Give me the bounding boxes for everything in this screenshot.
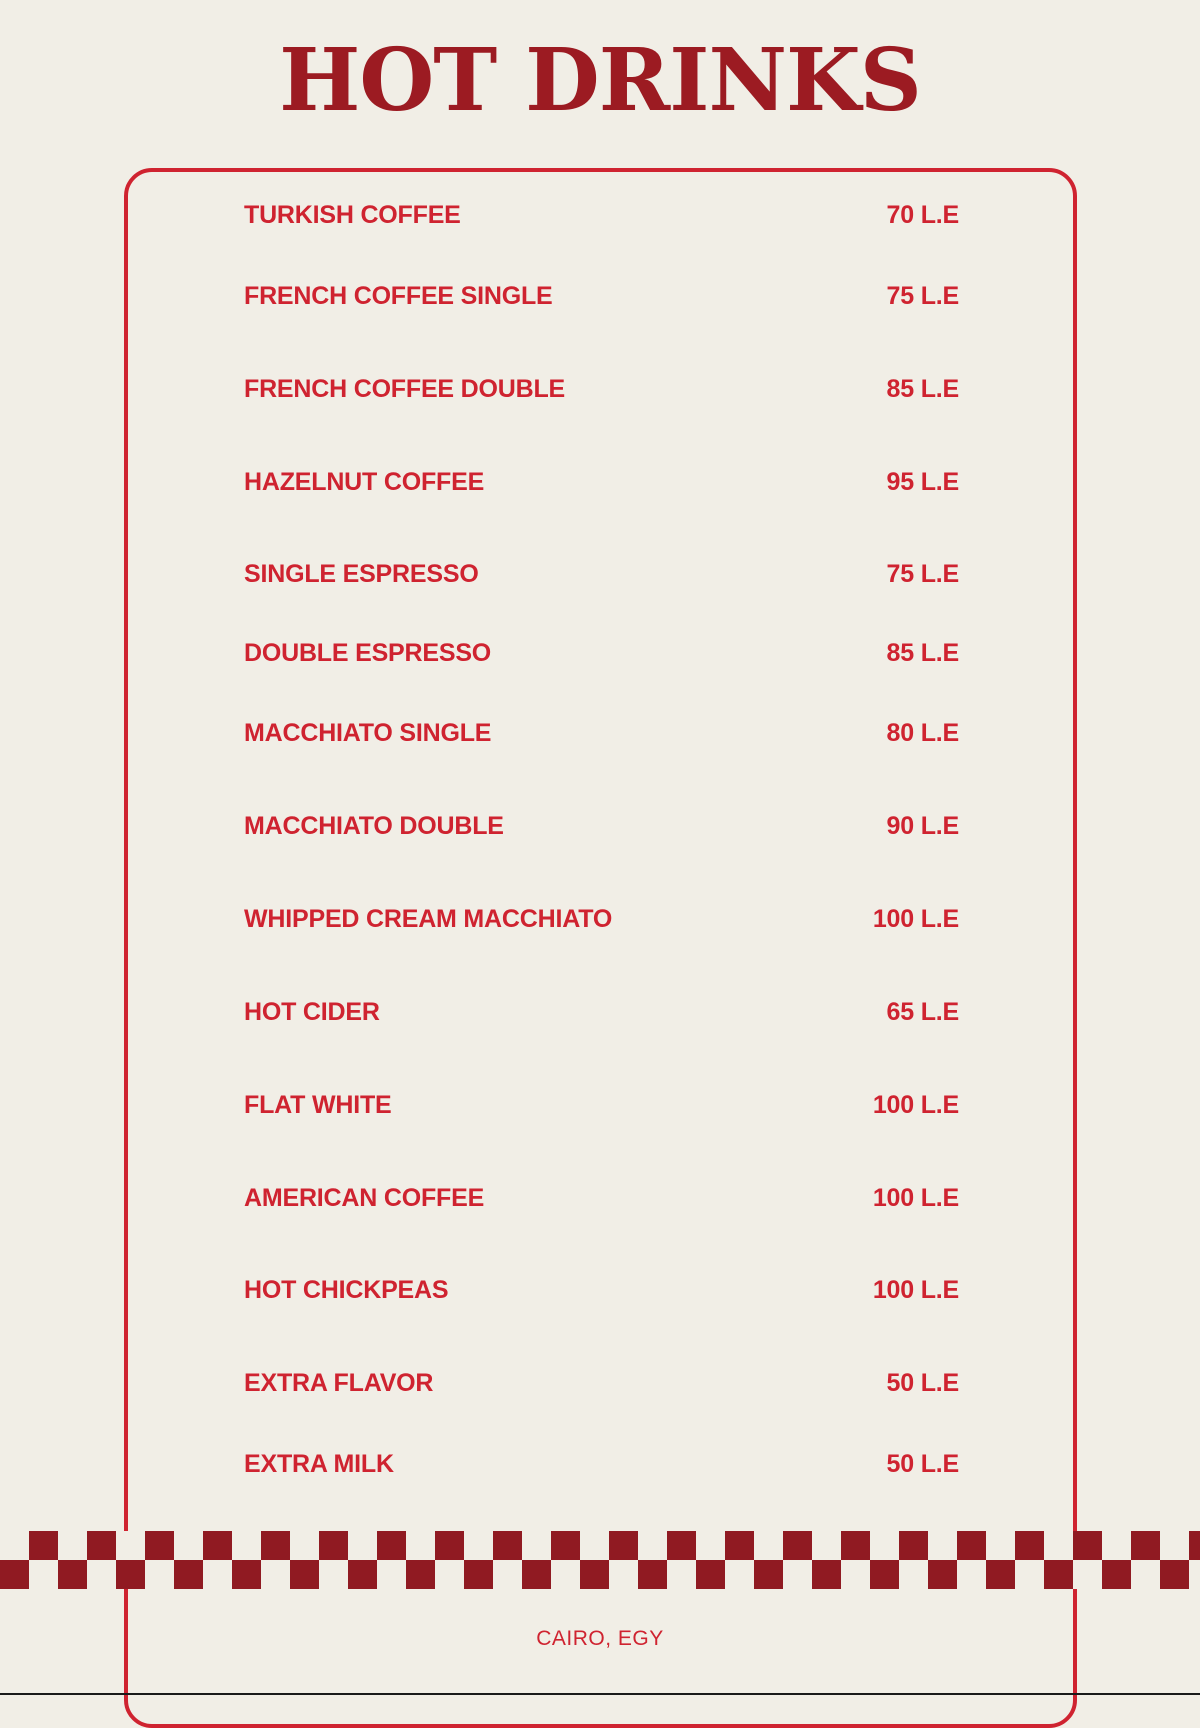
menu-item-price: 70 L.E <box>886 200 959 229</box>
menu-item-name: HOT CHICKPEAS <box>244 1275 449 1304</box>
menu-item-price: 85 L.E <box>886 374 959 403</box>
menu-item-price: 75 L.E <box>886 559 959 588</box>
menu-item-name: SINGLE ESPRESSO <box>244 559 479 588</box>
menu-item <box>244 1183 959 1213</box>
menu-item-price: 50 L.E <box>886 1368 959 1397</box>
menu-item-price: 80 L.E <box>886 718 959 747</box>
menu-item <box>244 718 959 748</box>
menu-item-name: FRENCH COFFEE DOUBLE <box>244 374 566 403</box>
menu-item-name: HOT CIDER <box>244 997 380 1026</box>
menu-item <box>244 638 959 668</box>
menu-item-price: 95 L.E <box>886 467 959 496</box>
menu-item <box>244 467 959 497</box>
menu-item-name: TURKISH COFFEE <box>244 200 461 229</box>
menu-item <box>244 374 959 404</box>
menu-item-price: 100 L.E <box>872 1183 959 1212</box>
menu-item-name: FRENCH COFFEE SINGLE <box>244 281 553 310</box>
menu-item-name: HAZELNUT COFFEE <box>244 467 485 496</box>
menu-item-price: 85 L.E <box>886 638 959 667</box>
menu-item <box>244 1275 959 1305</box>
menu-item-price: 100 L.E <box>872 1275 959 1304</box>
menu-item-price: 100 L.E <box>872 1090 959 1119</box>
menu-item-name: DOUBLE ESPRESSO <box>244 638 492 667</box>
menu-item <box>244 559 959 589</box>
location-footer: CAIRO, EGY <box>536 1627 664 1650</box>
menu-item <box>244 904 959 934</box>
menu-item-price: 50 L.E <box>886 1449 959 1478</box>
menu-item <box>244 811 959 841</box>
page-title: HOT DRINKS <box>279 30 921 131</box>
checkered-border <box>0 1531 1200 1589</box>
menu-item-price: 65 L.E <box>886 997 959 1026</box>
menu-item <box>244 997 959 1027</box>
bottom-divider <box>0 1693 1200 1695</box>
menu-item-name: MACCHIATO DOUBLE <box>244 811 504 840</box>
menu-item-price: 90 L.E <box>886 811 959 840</box>
menu-item-name: EXTRA FLAVOR <box>244 1368 434 1397</box>
menu-item <box>244 1368 959 1398</box>
menu-item-name: FLAT WHITE <box>244 1090 392 1119</box>
menu-item <box>244 281 959 311</box>
menu-item-name: AMERICAN COFFEE <box>244 1183 485 1212</box>
menu-item-price: 100 L.E <box>872 904 959 933</box>
menu-item-name: MACCHIATO SINGLE <box>244 718 492 747</box>
menu-item-price: 75 L.E <box>886 281 959 310</box>
menu-item <box>244 200 959 230</box>
menu-item-name: EXTRA MILK <box>244 1449 394 1478</box>
menu-item-name: WHIPPED CREAM MACCHIATO <box>244 904 613 933</box>
menu-item <box>244 1090 959 1120</box>
menu-item <box>244 1449 959 1479</box>
